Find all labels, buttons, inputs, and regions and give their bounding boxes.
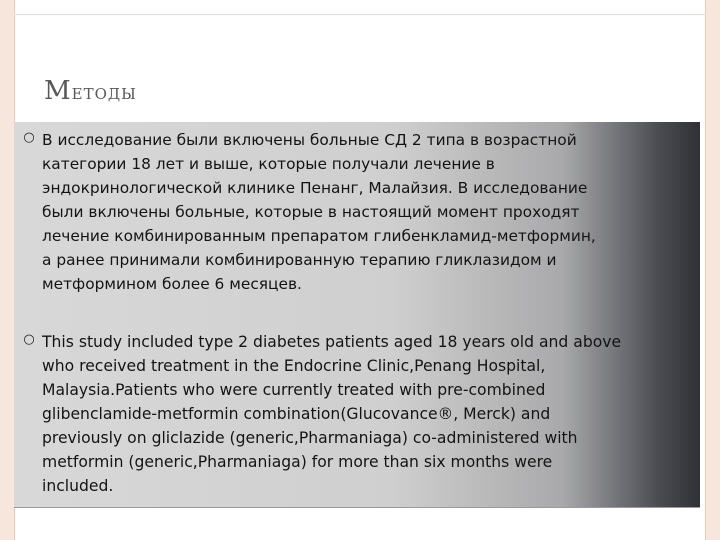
text-line: who received treatment in the Endocrine Clinic,Penang Hospital, xyxy=(42,357,546,375)
text-line: metformin (generic,Pharmaniaga) for more than six months were xyxy=(42,453,553,471)
text-line: This study included type 2 diabetes patients aged 18 years old and above xyxy=(42,333,622,351)
hollow-circle-bullet-icon: ○ xyxy=(23,332,35,347)
text-line: а ранее принимали комбинированную терапию гликлазидом и xyxy=(42,251,557,269)
text-line: Malaysia.Patients who were currently treated with pre-combined xyxy=(42,381,546,399)
slide-title xyxy=(44,76,137,106)
text-line: категории 18 лет и выше, которые получали лечение в xyxy=(42,155,495,173)
right-frame-line xyxy=(705,0,706,540)
text-line: эндокринологической клинике Пенанг, Малайзия. В исследование xyxy=(42,179,588,197)
text-line: previously on gliclazide (generic,Pharmaniaga) co-administered with xyxy=(42,429,578,447)
left-frame-border xyxy=(0,0,14,540)
top-frame-line xyxy=(14,14,706,15)
hollow-circle-bullet-icon: ○ xyxy=(23,130,35,145)
slide-title-rest: етоды xyxy=(71,80,137,105)
slide-title-first-letter: М xyxy=(44,76,72,106)
bullet-text xyxy=(42,330,696,498)
text-line: В исследование были включены больные СД 2 типа в возрастной xyxy=(42,131,577,149)
text-line: лечение комбинированным препаратом глибенкламид-метформин, xyxy=(42,227,596,245)
right-frame-border xyxy=(706,0,720,540)
text-line: glibenclamide-metformin combination(Glucovance®, Merck) and xyxy=(42,405,551,423)
content-box xyxy=(14,122,700,508)
text-line: метформином более 6 месяцев. xyxy=(42,275,302,293)
text-line: были включены больные, которые в настоящий момент проходят xyxy=(42,203,580,221)
bullet-text xyxy=(42,128,696,296)
text-line: included. xyxy=(42,477,114,495)
